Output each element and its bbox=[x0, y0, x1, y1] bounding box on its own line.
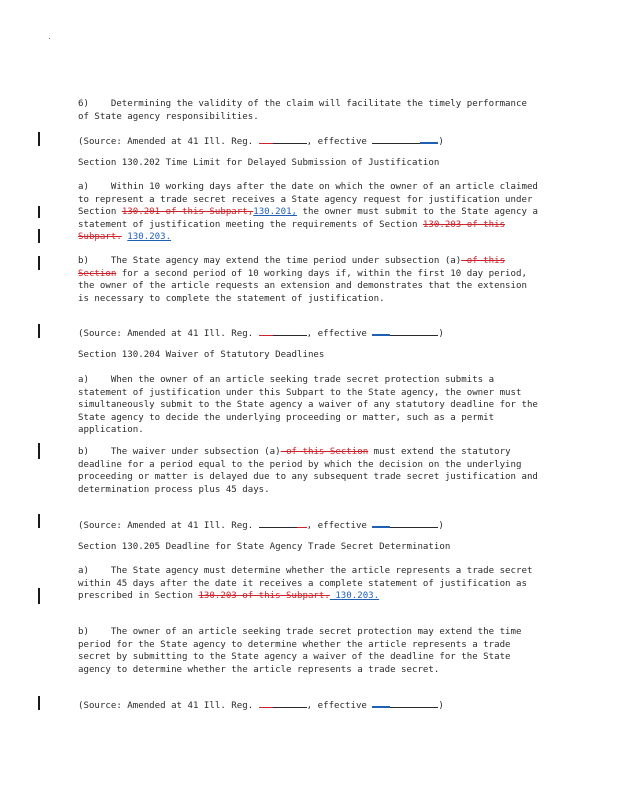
blank-field bbox=[372, 325, 390, 336]
source-text: (Source: Amended at 41 Ill. Reg. bbox=[78, 329, 259, 339]
paragraph-a bbox=[78, 565, 538, 603]
para-text: Determining the validity of the claim will facilitate the timely performance of State agency responsibilities. bbox=[78, 99, 527, 122]
source-effective: , effective bbox=[306, 521, 373, 531]
paragraph-6 bbox=[78, 98, 538, 123]
source-effective: , effective bbox=[306, 137, 373, 147]
revision-bar bbox=[38, 324, 40, 338]
inserted-text: 130.203. bbox=[127, 232, 172, 243]
blank-field bbox=[390, 518, 438, 528]
scan-speck bbox=[49, 38, 50, 39]
section-heading: Section 130.205 Deadline for State Agency Trade Secret Determination bbox=[78, 542, 451, 552]
paragraph-a bbox=[78, 181, 538, 244]
revision-bar bbox=[38, 229, 40, 243]
revision-bar bbox=[38, 588, 40, 604]
source-note bbox=[78, 325, 538, 341]
source-text: (Source: Amended at 41 Ill. Reg. bbox=[78, 701, 259, 711]
blank-field bbox=[259, 698, 273, 708]
para-label: b) bbox=[78, 627, 89, 637]
blank-field bbox=[390, 326, 438, 336]
deleted-text: of this Section bbox=[78, 256, 506, 279]
source-effective: , effective bbox=[306, 329, 373, 339]
source-text: (Source: Amended at 41 Ill. Reg. bbox=[78, 521, 259, 531]
para-text: When the owner of an article seeking trade secret protection submits a statement of justification under this Subpart to the State agency, the owner must simultaneously submit to the State agency a waiver of any statutory deadline for the State agency to decide the underlying proceeding or matter, such as a permit application. bbox=[78, 375, 538, 436]
para-text: Within 10 working days after the date on which the owner of an article claimed to represent a trade secret receives a State agency request for justification under Section bbox=[78, 182, 538, 218]
paragraph-b bbox=[78, 626, 538, 676]
blank-field bbox=[372, 134, 420, 144]
revision-bar bbox=[38, 206, 40, 218]
source-note bbox=[78, 697, 538, 713]
deleted-text: 130.203 of this Subpart. bbox=[198, 591, 330, 602]
inserted-text: 130.201, bbox=[253, 207, 298, 218]
blank-field bbox=[273, 326, 307, 336]
para-label: b) bbox=[78, 447, 89, 457]
section-heading: Section 130.204 Waiver of Statutory Deadlines bbox=[78, 350, 325, 360]
para-text: must extend the statutory deadline for a period equal to the period by which the decision on the underlying proceeding or matter is delayed due to any subsequent trade secret justification and determination process plus 45 days. bbox=[78, 447, 538, 495]
para-label: 6) bbox=[78, 99, 89, 109]
inserted-text: 130.203. bbox=[329, 591, 380, 602]
blank-field bbox=[259, 326, 273, 336]
revision-bar bbox=[38, 443, 40, 459]
blank-field bbox=[372, 517, 390, 528]
blank-field bbox=[372, 697, 390, 708]
paragraph-b bbox=[78, 446, 538, 496]
para-text: the owner must submit to the State agency a statement of justification meeting the requirements of Section bbox=[78, 207, 538, 230]
blank-field bbox=[273, 698, 307, 708]
deleted-text: 130.203 of this Subpart. bbox=[78, 219, 506, 243]
revision-bar bbox=[38, 696, 40, 710]
source-text: (Source: Amended at 41 Ill. Reg. bbox=[78, 137, 259, 147]
para-text: for a second period of 10 working days if, within the first 10 day period, the owner of the article requests an extension and demonstrates that the extension is necessary to complete the statement of justification. bbox=[78, 268, 527, 304]
source-effective: , effective bbox=[306, 701, 373, 711]
para-text: The waiver under subsection (a) bbox=[110, 447, 281, 457]
revision-bar bbox=[38, 132, 40, 146]
para-label: a) bbox=[78, 566, 89, 576]
para-label: b) bbox=[78, 256, 89, 266]
blank-field bbox=[390, 698, 438, 708]
deleted-text: 130.201 of this Subpart, bbox=[121, 207, 254, 218]
blank-field bbox=[259, 134, 273, 144]
blank-field bbox=[273, 134, 307, 144]
para-text: The owner of an article seeking trade secret protection may extend the time period for the State agency to determine whether the article represents a trade secret by submitting to the State agency a waiver of the deadline for the State agency to determine whether the article represents a trade secret. bbox=[78, 627, 522, 675]
blank-field bbox=[420, 133, 438, 144]
paragraph-b bbox=[78, 255, 538, 305]
deleted-text: of this Section bbox=[280, 447, 369, 457]
source-close: ) bbox=[438, 521, 444, 531]
source-note bbox=[78, 517, 538, 533]
section-heading: Section 130.202 Time Limit for Delayed Submission of Justification bbox=[78, 158, 440, 168]
blank-field bbox=[259, 518, 297, 528]
revision-bar bbox=[38, 514, 40, 528]
blank-field bbox=[297, 518, 307, 528]
paragraph-a bbox=[78, 374, 538, 437]
para-text: The State agency must determine whether the article represents a trade secret within 45 days after the date it receives a complete statement of justification as prescribed in Section bbox=[78, 566, 533, 602]
revision-bar bbox=[38, 256, 40, 270]
para-label: a) bbox=[78, 182, 89, 192]
para-label: a) bbox=[78, 375, 89, 385]
source-note bbox=[78, 133, 538, 149]
source-close: ) bbox=[438, 329, 444, 339]
para-text: The State agency may extend the time period under subsection (a) bbox=[110, 256, 462, 266]
source-close: ) bbox=[438, 137, 444, 147]
source-close: ) bbox=[438, 701, 444, 711]
